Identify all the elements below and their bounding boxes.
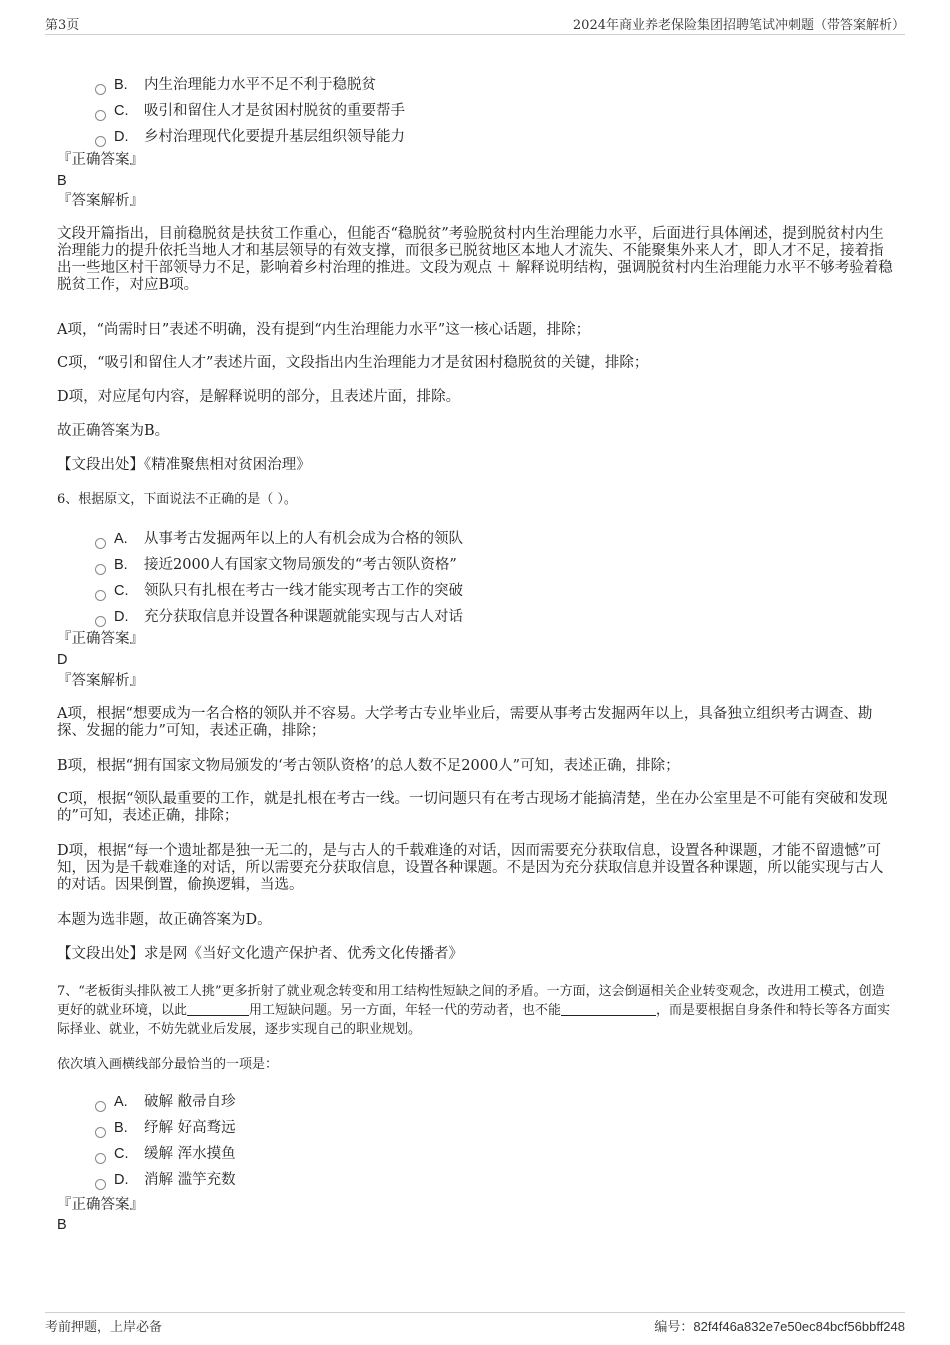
q7-option-a[interactable]: A. 破解 敝帚自珍	[95, 1090, 236, 1116]
q5-analysis-d: D项，对应尾句内容，是解释说明的部分，且表述片面，排除。	[57, 389, 461, 405]
page-number: 第3页	[45, 18, 80, 33]
q6-options	[95, 527, 463, 631]
radio-icon[interactable]	[95, 590, 106, 601]
radio-icon[interactable]	[95, 1153, 106, 1164]
q6-answer: D	[57, 652, 68, 668]
q5-analysis-conclusion: 故正确答案为B。	[57, 423, 170, 439]
q5-analysis-c: C项，“吸引和留住人才”表述片面，文段指出内生治理能力才是贫困村稳脱贫的关键，排除；	[57, 355, 649, 371]
footer-slogan: 考前押题，上岸必备	[45, 1320, 163, 1335]
q6-analysis-d: D项，根据“每一个遗址都是独一无二的，是与古人的千载难逢的对话，因而需要充分获取信息，设置各种课题，才能不留遗憾”可知，因为是千载难逢的对话，所以需要充分获取信息，设置各种课题。不是因为充分获取信息并设置各种课题，所以能实现与古人的对话。因果倒置，偷换逻辑，当选。	[57, 843, 884, 893]
q5-source: 【文段出处】《精准聚焦相对贫困治理》	[57, 457, 311, 473]
q5-analysis-main: 文段开篇指出，目前稳脱贫是扶贫工作重心，但能否“稳脱贫”考验脱贫村内生治理能力水平，后面进行具体阐述，提到脱贫村内生治理能力的提升依托当地人才和基层领导的有效支撑，而很多已脱贫地区本地人才流失、不能聚集外来人才，即人才不足，接着指出一些地区村干部领导力不足，影响着乡村治理的推进。文段为观点 ＋ 解释说明结构，强调脱贫村内生治理能力水平不够考验着稳脱贫工作，对应B项。	[57, 226, 893, 293]
q7-option-d[interactable]: D. 消解 滥竽充数	[95, 1168, 236, 1194]
q6-analysis-a: A项，根据“想要成为一名合格的领队并不容易。大学考古专业毕业后，需要从事考古发掘两年以上，具备独立组织考古调查、勘探、发掘的能力”可知，表述正确，排除；	[57, 706, 873, 739]
fill-blank-1[interactable]	[187, 1002, 249, 1016]
q6-option-a[interactable]: A. 从事考古发掘两年以上的人有机会成为合格的领队	[95, 527, 463, 553]
radio-icon[interactable]	[95, 136, 106, 147]
fill-blank-2[interactable]	[561, 1002, 656, 1016]
radio-icon[interactable]	[95, 1179, 106, 1190]
q7-question: 7、“老板街头排队被工人挑”更多折射了就业观念转变和用工结构性短缺之间的矛盾。一方面，这会倒逼相关企业转变观念，改进用工模式，创造更好的就业环境，以此 用工短缺问题。另一方面，年轻一代的劳动者，也不能 ，而是要根据自身条件和特长等各方面实际择业、就业，不妨先就业后发展，逐步实现自己的职业规划。	[57, 984, 891, 1037]
q6-question: 6、根据原文，下面说法不正确的是（ ）。	[57, 492, 297, 507]
radio-icon[interactable]	[95, 564, 106, 575]
q5-analysis-label: 『答案解析』	[57, 193, 144, 209]
page-footer	[45, 1312, 905, 1335]
radio-icon[interactable]	[95, 84, 106, 95]
q5-option-b[interactable]: B. 内生治理能力水平不足不利于稳脱贫	[95, 73, 405, 99]
q7-prompt: 依次填入画横线部分最恰当的一项是：	[57, 1057, 279, 1072]
radio-icon[interactable]	[95, 110, 106, 121]
q5-options	[95, 73, 405, 151]
q6-analysis-label: 『答案解析』	[57, 673, 144, 689]
q6-option-b[interactable]: B. 接近2000人有国家文物局颁发的“考古领队资格”	[95, 553, 463, 579]
q6-analysis-b: B项，根据“拥有国家文物局颁发的‘考古领队资格’的总人数不足2000人”可知，表述正确，排除；	[57, 758, 680, 774]
q7-option-b[interactable]: B. 纾解 好高骛远	[95, 1116, 236, 1142]
q7-option-c[interactable]: C. 缓解 浑水摸鱼	[95, 1142, 236, 1168]
q6-analysis-c: C项，根据“领队最重要的工作，就是扎根在考古一线。一切问题只有在考古现场才能搞清楚，坐在办公室里是不可能有突破和发现的”可知，表述正确，排除；	[57, 791, 888, 824]
q5-answer-label: 『正确答案』	[57, 152, 144, 168]
radio-icon[interactable]	[95, 1127, 106, 1138]
q5-analysis-a: A项，“尚需时日”表述不明确，没有提到“内生治理能力水平”这一核心话题，排除；	[57, 322, 591, 338]
q5-option-d[interactable]: D. 乡村治理现代化要提升基层组织领导能力	[95, 125, 405, 151]
q6-analysis-conclusion: 本题为选非题，故正确答案为D。	[57, 912, 272, 928]
radio-icon[interactable]	[95, 1101, 106, 1112]
q6-option-d[interactable]: D. 充分获取信息并设置各种课题就能实现与古人对话	[95, 605, 463, 631]
q7-answer-label: 『正确答案』	[57, 1197, 144, 1213]
q6-answer-label: 『正确答案』	[57, 631, 144, 647]
q5-answer: B	[57, 173, 67, 189]
q6-source: 【文段出处】求是网《当好文化遗产保护者、优秀文化传播者》	[57, 946, 463, 962]
q6-option-c[interactable]: C. 领队只有扎根在考古一线才能实现考古工作的突破	[95, 579, 463, 605]
document-title: 2024年商业养老保险集团招聘笔试冲刺题（带答案解析）	[572, 18, 905, 33]
q5-option-c[interactable]: C. 吸引和留住人才是贫困村脱贫的重要帮手	[95, 99, 405, 125]
radio-icon[interactable]	[95, 616, 106, 627]
page-header	[45, 14, 905, 35]
q7-answer: B	[57, 1217, 67, 1233]
document-code: 编号：82f4f46a832e7e50ec84bcf56bbff248	[654, 1319, 905, 1335]
q7-options	[95, 1090, 236, 1194]
radio-icon[interactable]	[95, 538, 106, 549]
